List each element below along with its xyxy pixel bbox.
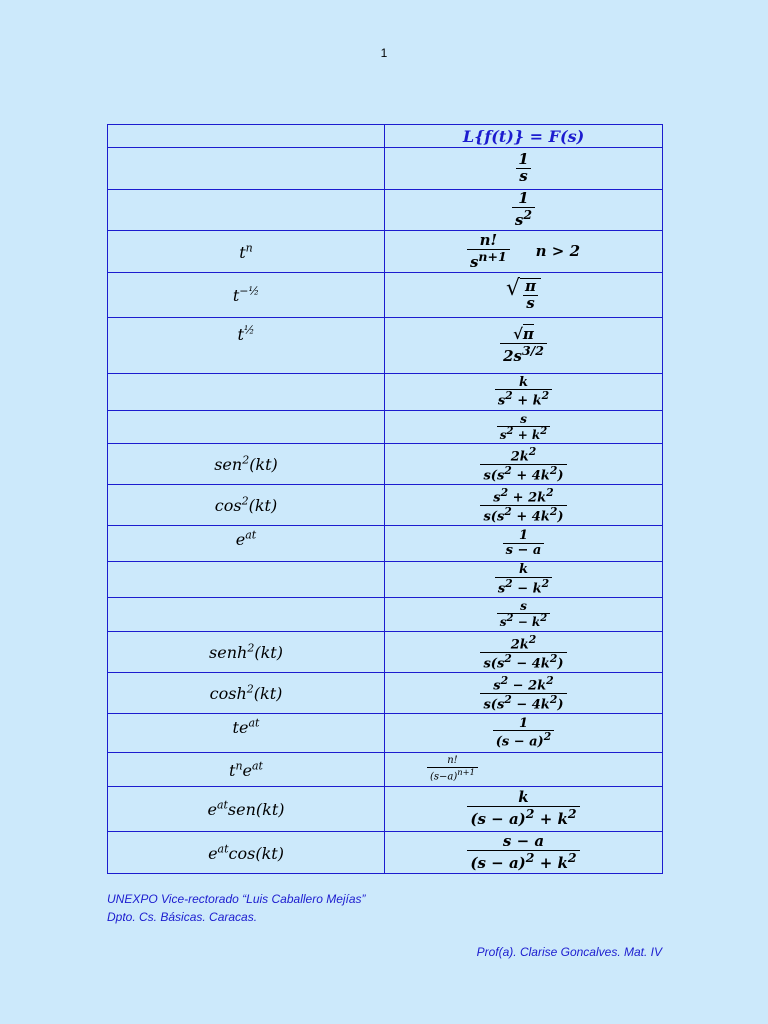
F-cell <box>385 562 663 598</box>
F-cell <box>385 526 663 562</box>
table-row <box>108 673 663 714</box>
header-transform-cell <box>385 125 663 148</box>
F-cell <box>385 190 663 231</box>
f-cell <box>108 273 385 318</box>
transform-formula: $\frac{√\pi}{2s^{3/2}}$ <box>500 327 547 365</box>
f-cell <box>108 526 385 562</box>
table-row <box>108 598 663 632</box>
transform-formula: $\frac{s^2 - 2k^2}{s(s^2 - 4k^2)}$ <box>480 675 566 712</box>
transform-formula: $\frac{k}{(s - a)^2 + k^2}$ <box>467 790 579 828</box>
table-row <box>108 485 663 526</box>
table-row <box>108 444 663 485</box>
F-cell <box>385 231 663 273</box>
function-expr: $te^{at}$ <box>232 717 260 738</box>
F-cell <box>385 673 663 714</box>
table-row <box>108 318 663 374</box>
page-number: 1 <box>380 46 388 60</box>
F-cell <box>385 411 663 444</box>
function-expr: $\cos^2(kt)$ <box>214 494 278 516</box>
transform-formula: $\frac{2k^2}{s(s^2 - 4k^2)}$ <box>480 634 566 671</box>
table-row <box>108 411 663 444</box>
f-cell <box>108 598 385 632</box>
F-cell <box>385 444 663 485</box>
header-transform-label: L{f(t)} = F(s) <box>462 126 585 146</box>
F-cell <box>385 273 663 318</box>
function-expr: $e^{at}sen(kt)$ <box>207 798 285 820</box>
f-cell <box>108 632 385 673</box>
table-row <box>108 787 663 832</box>
function-expr: $t^n$ <box>239 241 253 262</box>
transform-formula: $\frac{1}{s^2}$ <box>512 191 535 229</box>
table-row <box>108 190 663 231</box>
transform-formula: $\frac{n!}{(s-a)^{n+1}}$ <box>427 756 478 782</box>
table-row <box>108 374 663 411</box>
f-cell <box>108 787 385 832</box>
f-cell <box>108 444 385 485</box>
footer-author: Prof(a). Clarise Goncalves. Mat. IV <box>476 945 662 959</box>
table-row <box>108 562 663 598</box>
f-cell <box>108 318 385 374</box>
F-cell <box>385 485 663 526</box>
transform-formula: $\frac{s - a}{(s - a)^2 + k^2}$ <box>467 834 579 872</box>
transform-formula: $\frac{s^2 + 2k^2}{s(s^2 + 4k^2)}$ <box>480 487 566 524</box>
transform-formula: √ $\frac{\pi}{s}$ <box>506 278 541 312</box>
function-expr: $e^{at}\cos(kt)$ <box>208 842 284 863</box>
F-cell <box>385 318 663 374</box>
function-expr: sen$^2$(kt) <box>214 453 278 475</box>
header-empty-cell <box>108 125 385 148</box>
transform-formula: $\frac{k}{s^2 - k^2}$ <box>495 563 552 596</box>
table-row <box>108 832 663 874</box>
table-row <box>108 714 663 753</box>
F-cell <box>385 832 663 874</box>
f-cell <box>108 753 385 787</box>
transform-formula: $\frac{1}{s}$ <box>515 152 531 185</box>
transform-formula: $\frac{k}{s^2 + k^2}$ <box>495 376 552 409</box>
transform-formula: $\frac{1}{s - a}$ <box>503 529 545 557</box>
f-cell <box>108 714 385 753</box>
F-cell <box>385 753 663 787</box>
f-cell <box>108 832 385 874</box>
function-expr: $t^{-\frac{1}{2}}$ <box>232 284 260 306</box>
function-expr: $t^{\frac{1}{2}}$ <box>237 324 255 345</box>
transform-formula: $\frac{s}{s^2 + k^2}$ <box>497 413 550 441</box>
table-row <box>108 632 663 673</box>
function-expr: senh$^2$(kt) <box>209 641 283 663</box>
table-row <box>108 273 663 318</box>
transform-formula: $\frac{2k^2}{s(s^2 + 4k^2)}$ <box>480 446 566 483</box>
f-cell <box>108 673 385 714</box>
F-cell <box>385 148 663 190</box>
table-row <box>108 753 663 787</box>
table-header-row <box>108 125 663 148</box>
transform-formula: $\frac{s}{s^2 - k^2}$ <box>497 600 550 628</box>
F-cell <box>385 632 663 673</box>
condition: n > 2 <box>535 242 581 260</box>
f-cell <box>108 374 385 411</box>
table-row <box>108 148 663 190</box>
table-row <box>108 231 663 273</box>
f-cell <box>108 562 385 598</box>
F-cell <box>385 598 663 632</box>
F-cell <box>385 374 663 411</box>
function-expr: $t^ne^{at}$ <box>229 759 263 780</box>
footer-department: Dpto. Cs. Básicas. Caracas. <box>107 910 258 924</box>
transform-formula: $\frac{n!}{s^{n+1}}$ <box>467 233 510 271</box>
f-cell <box>108 411 385 444</box>
f-cell <box>108 231 385 273</box>
F-cell <box>385 787 663 832</box>
table-row <box>108 526 663 562</box>
transform-formula: $\frac{1}{(s - a)^2}$ <box>493 717 555 750</box>
f-cell <box>108 190 385 231</box>
f-cell <box>108 485 385 526</box>
F-cell <box>385 714 663 753</box>
function-expr: $\cosh^2(kt)$ <box>209 682 283 704</box>
laplace-transform-table <box>107 124 663 874</box>
function-expr: $e^{at}$ <box>235 529 257 550</box>
f-cell <box>108 148 385 190</box>
footer-institution: UNEXPO Vice-rectorado “Luis Caballero Mejías” <box>107 892 366 906</box>
